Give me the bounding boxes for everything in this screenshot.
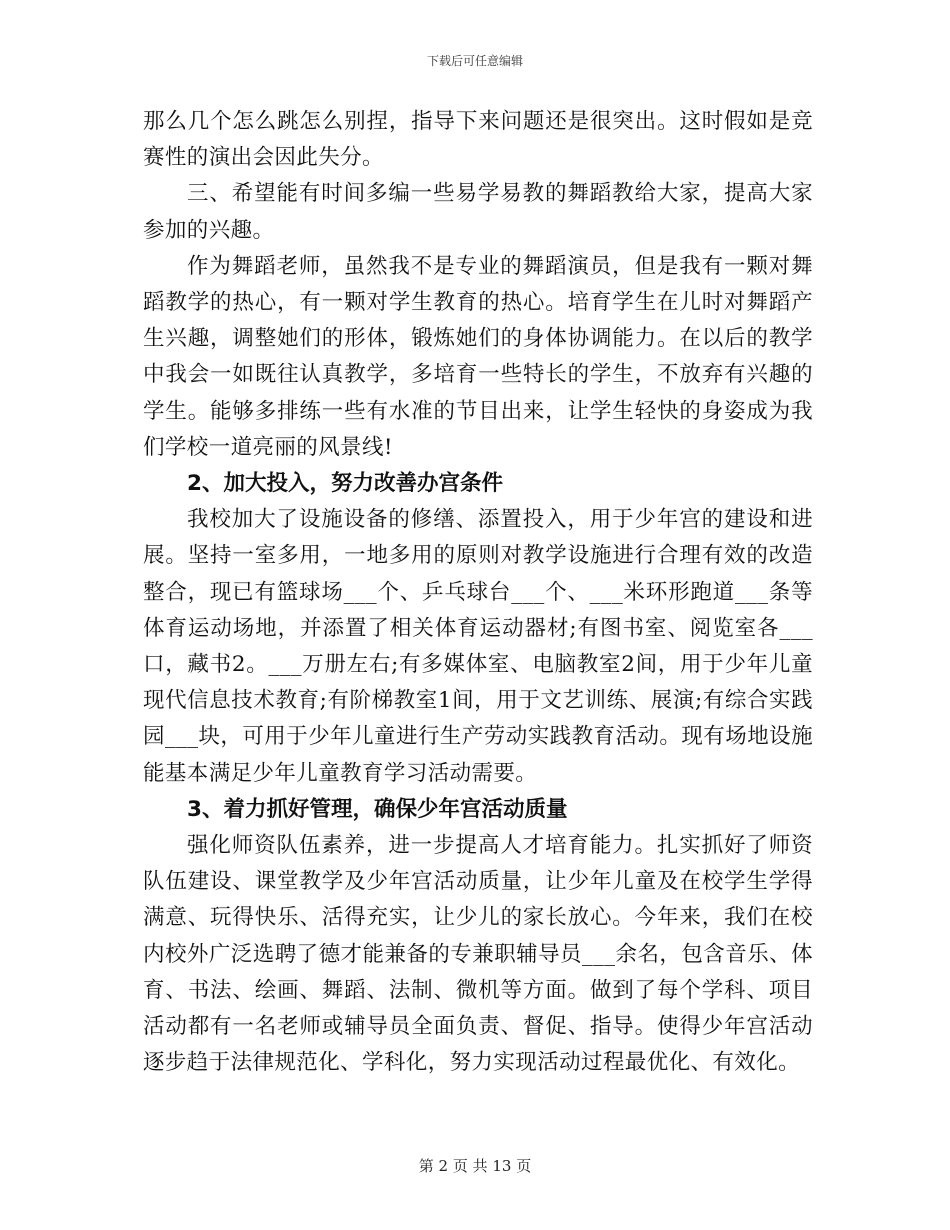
page-number: 第 2 页 共 13 页: [418, 1157, 532, 1175]
section-heading-3: 3、着力抓好管理，确保少年宫活动质量: [187, 796, 568, 822]
section-heading-2: 2、加大投入，努力改善办宫条件: [187, 471, 503, 497]
page-header: 下载后可任意编辑: [426, 54, 523, 68]
paragraph-management: 强化师资队伍素养，进一步提高人才培育能力。扎实抓好了师资队伍建设、课堂教学及少年宫活动质量，让少年儿童及在校学生学得满意、玩得快乐、活得充实，让少儿的家长放心。今年来，我们在校内校外广泛选聘了德才能兼备的专兼职辅导员___余名，包含音乐、体育、书法、绘画、舞蹈、法制、微机等方面。做到了每个学科、项目活动都有一名老师或辅导员全面负责、督促、指导。使得少年宫活动逐步趋于法律规范化、学科化，努力实现活动过程最优化、有效化。: [143, 833, 813, 1076]
document-body: [143, 104, 813, 1081]
paragraph-facilities: 我校加大了设施设备的修缮、添置投入，用于少年宫的建设和进展。坚持一室多用，一地多用的原则对教学设施进行合理有效的改造整合，现已有篮球场___个、乒乓球台___个、___米环形跑道___条等体育运动场地，并添置了相关体育运动器材;有图书室、阅览室各___口，藏书2。___万册左右;有多媒体室、电脑教室2间，用于少年儿童现代信息技术教育;有阶梯教室1间，用于文艺训练、展演;有综合实践园___块，可用于少年儿童进行生产劳动实践教育活动。现有场地设施能基本满足少年儿童教育学习活动需要。: [143, 507, 813, 786]
paragraph-suggestion-three: 三、希望能有时间多编一些易学易教的舞蹈教给大家，提高大家参加的兴趣。: [143, 181, 813, 243]
paragraph-continuation: 那么几个怎么跳怎么别捏，指导下来问题还是很突出。这时假如是竞赛性的演出会因此失分。: [143, 109, 813, 171]
paragraph-dance-teacher: 作为舞蹈老师，虽然我不是专业的舞蹈演员，但是我有一颗对舞蹈教学的热心，有一颗对学生教育的热心。培育学生在儿时对舞蹈产生兴趣，调整她们的形体，锻炼她们的身体协调能力。在以后的教学中我会一如既往认真教学，多培育一些特长的学生，不放弃有兴趣的学生。能够多排练一些有水准的节目出来，让学生轻快的身姿成为我们学校一道亮丽的风景线!: [143, 253, 813, 460]
